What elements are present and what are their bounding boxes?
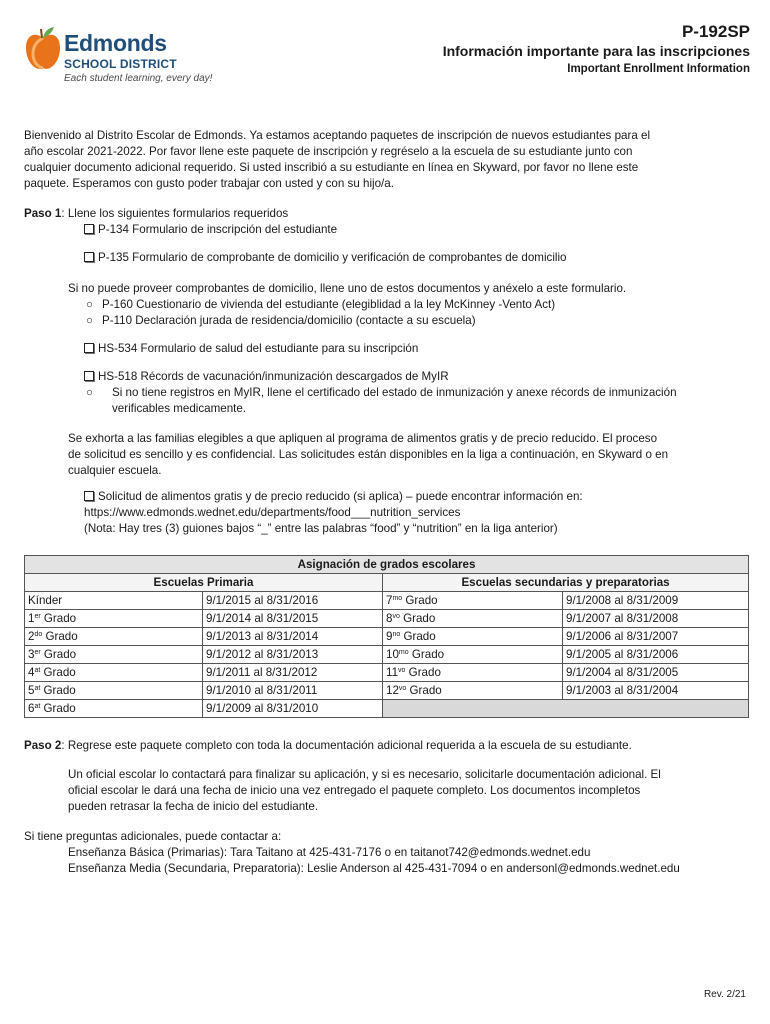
revision-date: Rev. 2/21 — [703, 989, 746, 1000]
grade-ordinal-suffix: at — [34, 703, 41, 710]
contact-line: oficial escolar le dará una fecha de inicio una vez entregado el paquete completo. Los documentos incompletos — [68, 784, 641, 797]
grade-number: 9 — [386, 630, 393, 643]
grade-number: 4 — [28, 666, 35, 679]
grade-ordinal-suffix: mo — [398, 649, 409, 656]
elementary-date-range: 9/1/2009 al 8/31/2010 — [203, 700, 383, 718]
elementary-grade-cell — [25, 628, 203, 646]
grade-number: 8 — [386, 612, 393, 625]
intro-line: cualquier documento adicional requerido. Si usted inscribió a su estudiante en línea en Skyward, por favor no llene este — [24, 161, 639, 174]
questions-intro: Si tiene preguntas adicionales, puede contactar a: — [24, 830, 282, 843]
bullet-myir-continued: verificables medicamente. — [112, 402, 247, 415]
grade-ordinal-suffix: at — [34, 667, 41, 674]
grade-label: Grado — [40, 666, 76, 679]
grade-number: 5 — [28, 684, 35, 697]
district-logo — [24, 24, 254, 94]
apple-logo-icon — [24, 24, 62, 74]
elementary-grade-cell — [25, 646, 203, 664]
bullet-myir — [84, 385, 677, 401]
circle-bullet-icon: ○ — [86, 298, 94, 311]
checklist-label: Solicitud de alimentos gratis y de precio reducido (si aplica) – puede encontrar información en: — [98, 490, 583, 503]
elementary-date-range: 9/1/2014 al 8/31/2015 — [203, 610, 383, 628]
elementary-header: Escuelas Primaria — [25, 574, 383, 592]
empty-cell — [383, 700, 749, 718]
page-title-spanish: Información importante para las inscripciones — [442, 43, 750, 59]
lunch-line: cualquier escuela. — [68, 464, 162, 477]
elementary-date-range: 9/1/2012 al 8/31/2013 — [203, 646, 383, 664]
grade-ordinal-suffix: at — [34, 685, 41, 692]
grade-label: Grado — [40, 684, 76, 697]
lunch-url-link[interactable]: https://www.edmonds.wednet.edu/departments/food___nutrition_services — [84, 506, 461, 519]
checkbox-icon — [84, 343, 94, 353]
table-row — [25, 646, 749, 664]
grade-assignment-table — [24, 555, 749, 718]
grade-number: 6 — [28, 702, 35, 715]
elementary-date-range: 9/1/2015 al 8/31/2016 — [203, 592, 383, 610]
bullet-p160 — [68, 297, 555, 313]
secondary-header: Escuelas secundarias y preparatorias — [383, 574, 749, 592]
table-row — [25, 700, 749, 718]
grade-label: Grado — [408, 648, 445, 661]
secondary-grade-cell — [383, 682, 563, 700]
table-row — [25, 592, 749, 610]
secondary-grade-cell — [383, 592, 563, 610]
secondary-grade-cell — [383, 646, 563, 664]
grade-label: Grado — [399, 612, 436, 625]
elementary-date-range: 9/1/2013 al 8/31/2014 — [203, 628, 383, 646]
lunch-line: de solicitud es sencillo y es confidencial. Las solicitudes están disponibles en la liga a continuación, en Skyward o en — [68, 448, 669, 461]
grade-label: Grado — [42, 630, 78, 643]
intro-paragraph — [24, 128, 750, 192]
page-title-english: Important Enrollment Information — [567, 63, 750, 75]
table-header-row — [25, 574, 749, 592]
checkbox-icon — [84, 252, 94, 262]
bullet-p110 — [68, 313, 476, 329]
secondary-date-range: 9/1/2003 al 8/31/2004 — [563, 682, 749, 700]
elementary-grade-cell — [25, 700, 203, 718]
logo-tagline: Each student learning, every day! — [64, 73, 213, 84]
grade-ordinal-suffix: er — [34, 649, 41, 656]
elementary-date-range: 9/1/2011 al 8/31/2012 — [203, 664, 383, 682]
bullet-label: Si no tiene registros en MyIR, llene el certificado del estado de inmunización y anexe récords de inmunización — [112, 386, 677, 399]
lunch-paragraph — [68, 431, 668, 479]
secondary-date-range: 9/1/2004 al 8/31/2005 — [563, 664, 749, 682]
contact-line: Un oficial escolar lo contactará para finalizar su aplicación, y si es necesario, solicitarle documentación adicional. El — [68, 768, 661, 781]
grade-label: Grado — [405, 666, 441, 679]
grade-ordinal-suffix: vo — [398, 667, 406, 674]
grade-label: Kínder — [28, 594, 63, 607]
logo-name: Edmonds — [64, 30, 167, 56]
grade-label: Grado — [40, 702, 76, 715]
checklist-item-p135 — [84, 250, 567, 266]
table-row — [25, 682, 749, 700]
secondary-date-range: 9/1/2007 al 8/31/2008 — [563, 610, 749, 628]
elementary-grade-cell — [25, 610, 203, 628]
grade-number: 10 — [386, 648, 399, 661]
grade-ordinal-suffix: mo — [392, 595, 403, 602]
checklist-label: HS-518 Récords de vacunación/inmunización descargados de MyIR — [98, 370, 449, 383]
contact-line: pueden retrasar la fecha de inicio del estudiante. — [68, 800, 319, 813]
logo-district: SCHOOL DISTRICT — [64, 57, 177, 71]
table-caption-row — [25, 556, 749, 574]
intro-line: año escolar 2021-2022. Por favor llene este paquete de inscripción y regréselo a la escuela de su estudiante junto con — [24, 145, 633, 158]
table-row — [25, 664, 749, 682]
checkbox-icon — [84, 371, 94, 381]
secondary-grade-cell — [383, 628, 563, 646]
school-contact-paragraph — [68, 767, 661, 815]
intro-line: Bienvenido al Distrito Escolar de Edmonds. Ya estamos aceptando paquetes de inscripción de nuevos estudiantes para el — [24, 129, 651, 142]
checklist-label: P-135 Formulario de comprobante de domicilio y verificación de comprobantes de domicilio — [98, 251, 567, 264]
grade-number: 3 — [28, 648, 35, 661]
elementary-grade-cell — [25, 682, 203, 700]
grade-number: 11 — [386, 666, 399, 679]
checklist-item-hs534 — [84, 341, 418, 357]
circle-bullet-icon: ○ — [86, 386, 94, 399]
step1-heading — [24, 206, 750, 222]
table-caption: Asignación de grados escolares — [25, 556, 749, 574]
checklist-item-hs518 — [84, 369, 449, 385]
secondary-date-range: 9/1/2006 al 8/31/2007 — [563, 628, 749, 646]
grade-number: 2 — [28, 630, 35, 643]
bullet-label: P-160 Cuestionario de vivienda del estudiante (elegiblidad a la ley McKinney -Vento Act) — [102, 298, 556, 311]
secondary-date-range: 9/1/2008 al 8/31/2009 — [563, 592, 749, 610]
step2-heading — [24, 738, 750, 754]
secondary-grade-cell — [383, 610, 563, 628]
contact-secondary: Enseñanza Media (Secundaria, Preparatoria): Leslie Anderson al 425-431-7094 o en andersonl@edmonds.wednet.edu — [68, 862, 680, 875]
checkbox-icon — [84, 224, 94, 234]
proof-note: Si no puede proveer comprobantes de domicilio, llene uno de estos documentos y anéxelo a este formulario. — [68, 282, 627, 295]
lunch-line: Se exhorta a las familias elegibles a que apliquen al programa de alimentos gratis y de precio reducido. El proceso — [68, 432, 658, 445]
checklist-label: HS-534 Formulario de salud del estudiante para su inscripción — [98, 342, 419, 355]
checklist-item-p134 — [84, 222, 337, 238]
lunch-url-note: (Nota: Hay tres (3) guiones bajos “_” entre las palabras “food” y “nutrition” en la liga anterior) — [84, 522, 558, 535]
grade-ordinal-suffix: er — [34, 613, 41, 620]
circle-bullet-icon: ○ — [86, 314, 94, 327]
grade-label: Grado — [40, 648, 77, 661]
table-row — [25, 610, 749, 628]
table-row — [25, 628, 749, 646]
elementary-grade-cell — [25, 592, 203, 610]
intro-line: paquete. Esperamos con gusto poder trabajar con usted y con su hijo/a. — [24, 177, 394, 190]
grade-number: 7 — [386, 594, 393, 607]
grade-ordinal-suffix: vo — [392, 613, 400, 620]
elementary-date-range: 9/1/2010 al 8/31/2011 — [203, 682, 383, 700]
checklist-label: P-134 Formulario de inscripción del estudiante — [98, 223, 338, 236]
grade-ordinal-suffix: vo — [398, 685, 407, 692]
step2-text: : Regrese este paquete completo con toda la documentación adicional requerida a la escuela de su estudiante. — [61, 739, 632, 752]
step1-text: : Llene los siguientes formularios requeridos — [61, 207, 289, 220]
grade-number: 12 — [386, 684, 399, 697]
grade-label: Grado — [402, 594, 438, 607]
form-number: P-192SP — [681, 22, 750, 41]
secondary-date-range: 9/1/2005 al 8/31/2006 — [563, 646, 749, 664]
secondary-grade-cell — [383, 664, 563, 682]
checklist-item-lunch — [84, 489, 583, 505]
elementary-grade-cell — [25, 664, 203, 682]
grade-label: Grado — [400, 630, 436, 643]
grade-number: 1 — [28, 612, 35, 625]
grade-label: Grado — [40, 612, 77, 625]
contact-elementary: Enseñanza Básica (Primarias): Tara Taitano at 425-431-7176 o en taitanot742@edmonds.wednet.edu — [68, 846, 591, 859]
step2-label: Paso 2 — [24, 739, 62, 752]
bullet-label: P-110 Declaración jurada de residencia/domicilio (contacte a su escuela) — [102, 314, 476, 327]
step1-label: Paso 1 — [24, 207, 62, 220]
grade-label: Grado — [406, 684, 442, 697]
checkbox-icon — [84, 491, 94, 501]
grade-ordinal-suffix: no — [392, 631, 401, 638]
grade-ordinal-suffix: do — [34, 631, 43, 638]
